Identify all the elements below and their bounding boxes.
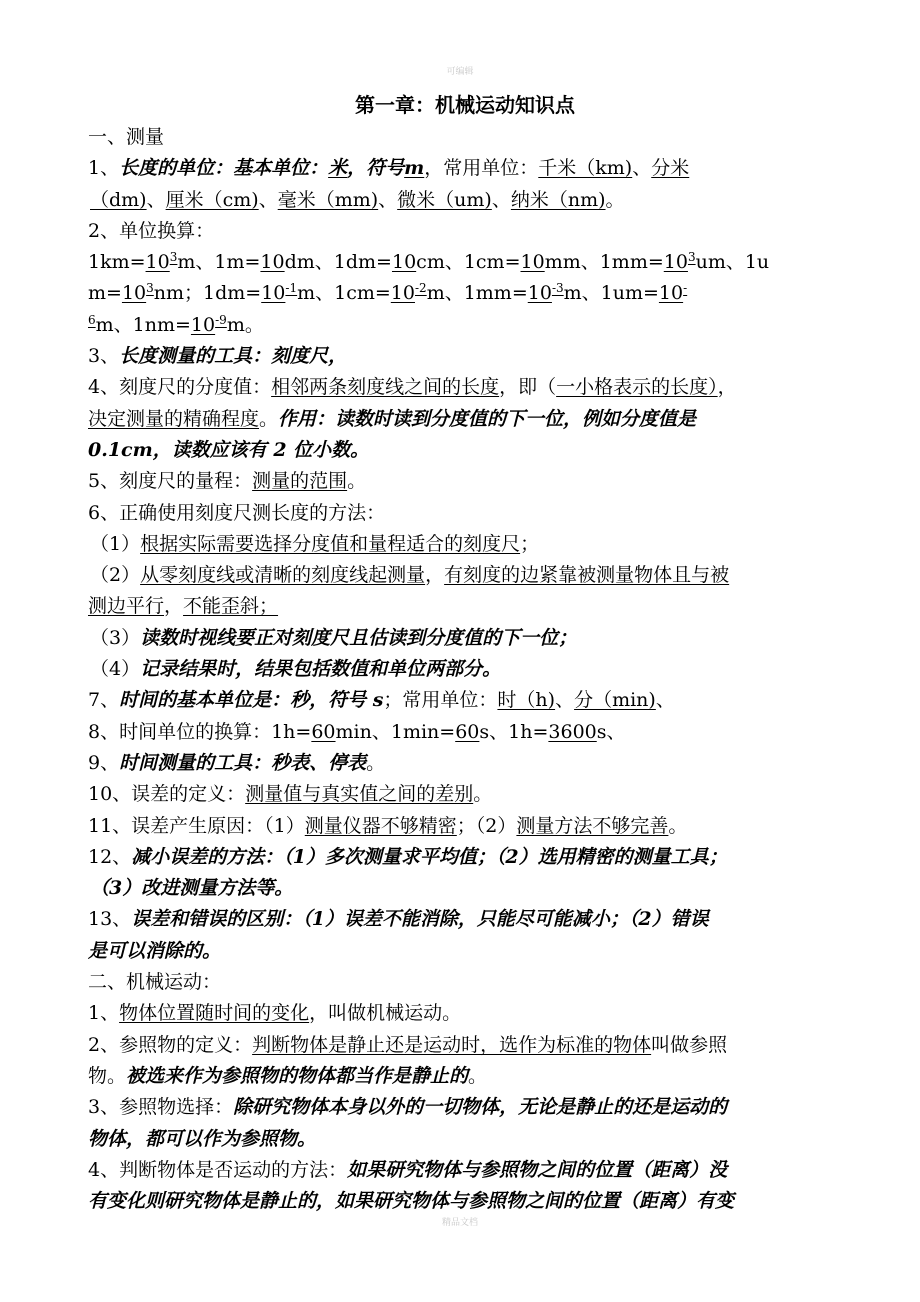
text-run: 如果研究物体与参照物之间的位置（距离）没 (347, 1158, 728, 1181)
text-run: ，符号 (347, 157, 405, 180)
text-run: 60 (311, 720, 336, 743)
text-run: （dm) (90, 188, 147, 211)
text-run: dm、1dm= (284, 251, 392, 274)
text-run: um、1u (695, 251, 770, 274)
text-run: 1km= (88, 251, 146, 274)
text-line (88, 873, 830, 904)
text-run: 从零刻度线或清晰的刻度线起测量 (140, 564, 426, 587)
text-run: 长度的单位：基本单位： (119, 157, 329, 180)
text-run: 2、单位换算： (88, 219, 215, 242)
text-run: 减小误差的方法：（1）多次测量求平均值；（2）选用精密的测量工具； (131, 845, 728, 868)
text-run: 是可以消除的。 (88, 939, 222, 962)
text-line (88, 685, 830, 716)
superscript-run: 3 (146, 281, 154, 296)
text-line (88, 654, 830, 685)
text-run: （4） (90, 658, 141, 681)
text-line (88, 529, 830, 560)
text-run: 、 (491, 188, 511, 211)
text-run: 6、正确使用刻度尺测长度的方法： (88, 501, 386, 524)
superscript-run: -1 (285, 281, 298, 296)
text-run: ， (425, 564, 445, 587)
text-run: 读数时视线要正对刻度尺且估读到分度值的下一位； (140, 626, 578, 649)
text-run: m、1mm= (426, 282, 528, 305)
text-line (88, 310, 830, 341)
text-run: 不能歪斜； (183, 595, 279, 618)
text-line (88, 1092, 830, 1123)
text-line (88, 591, 830, 622)
text-run: 有刻度的边紧靠被测量物体且与被 (444, 564, 730, 587)
text-run: m、1nm= (95, 313, 191, 336)
text-run: 相邻两条刻度线之间的长度 (271, 376, 500, 399)
text-run: 有变化则研究物体是静止的，如果研究物体与参照物之间的位置（距离）有变 (88, 1190, 735, 1213)
text-run: 8、时间单位的换算：1h= (88, 720, 312, 743)
text-run: （2） (90, 564, 141, 587)
text-run: cm、1cm= (416, 251, 521, 274)
text-line (88, 341, 830, 372)
text-run: （3） (90, 626, 141, 649)
text-run: 4、刻度尺的分度值： (88, 376, 272, 399)
text-run: ， (717, 376, 737, 399)
text-line (88, 748, 830, 779)
text-run: 判断物体是静止还是运动时，选作为标准的物体 (252, 1033, 652, 1056)
superscript-run: -9 (215, 312, 227, 327)
text-line (88, 435, 830, 466)
text-run: 3、 (88, 345, 120, 368)
text-line (88, 967, 830, 998)
text-run: 10 (261, 282, 286, 305)
text-run: ；常用单位： (383, 689, 498, 712)
text-run: 时间的基本单位是：秒，符号 s (119, 689, 384, 712)
text-run: 、 (632, 157, 652, 180)
text-run: ；（2） (456, 814, 517, 837)
text-line (88, 717, 830, 748)
text-run: 12、 (88, 845, 132, 868)
text-run: 。 (259, 407, 279, 430)
page-title: 第一章：机械运动知识点 (355, 93, 575, 117)
text-line (88, 1061, 830, 1092)
text-run: 测量方法不够完善 (516, 814, 669, 837)
document-body (88, 122, 830, 1217)
text-run: 、 (378, 188, 398, 211)
text-run: s、1h= (479, 720, 549, 743)
text-run: m= (88, 282, 122, 305)
text-line (88, 404, 830, 435)
text-line (88, 1124, 830, 1155)
text-run: 10 (190, 313, 216, 336)
text-run: s、 (596, 720, 626, 743)
text-run: m、1um= (563, 282, 659, 305)
text-run: 误差和错误的区别：（1）误差不能消除，只能尽可能减小；（2）错误 (131, 908, 709, 931)
text-run: 物体，都可以作为参照物。 (88, 1127, 317, 1150)
text-run: 、 (146, 188, 166, 211)
text-run: 时间测量的工具：秒表、停表 (119, 751, 367, 774)
text-run: 60 (455, 720, 480, 743)
text-run: 纳米（nm) (510, 188, 606, 211)
text-run: 除研究物体本身以外的一切物体，无论是静止的还是运动的 (233, 1096, 728, 1119)
text-line (88, 247, 830, 278)
text-run: 作用：读数时读到分度值的下一位，例如分度值是 (278, 407, 697, 430)
text-run: 。 (366, 751, 386, 774)
text-run: 决定测量的精确程度 (88, 407, 260, 430)
superscript-run: 6 (88, 312, 96, 327)
text-run: 微米（um) (397, 188, 492, 211)
text-run: 2、参照物的定义： (88, 1033, 253, 1056)
text-run: m。 (226, 313, 264, 336)
text-run: 物体位置随时间的变化 (119, 1002, 310, 1025)
text-line (88, 372, 830, 403)
text-run: （3）改进测量方法等。 (90, 877, 294, 900)
text-run: 10 (658, 282, 684, 305)
text-run: 4、判断物体是否运动的方法： (88, 1158, 348, 1181)
text-line (88, 623, 830, 654)
watermark-bottom: 精品文档 (441, 1218, 478, 1228)
text-line (88, 779, 830, 810)
superscript-run: 3 (687, 250, 696, 265)
text-run: 。 (668, 814, 688, 837)
text-run: nm；1dm= (153, 282, 262, 305)
text-run: 测量的范围 (252, 470, 348, 493)
text-run: 米 (328, 157, 348, 180)
text-run: 被选来作为参照物的物体都当作是静止的 (126, 1064, 469, 1087)
text-run: 分（min) (574, 689, 656, 712)
text-run: 一、测量 (88, 126, 165, 148)
text-run: 10 (520, 251, 545, 274)
text-run: 11、误差产生原因：（1） (88, 814, 305, 837)
text-run: 10 (527, 282, 552, 305)
text-line (88, 904, 830, 935)
text-line (88, 498, 830, 529)
text-run: ，叫做机械运动。 (309, 1002, 462, 1025)
text-run: 1、 (88, 157, 120, 180)
text-run: ， (164, 595, 184, 618)
text-run: mm、1mm= (544, 251, 664, 274)
superscript-run: - (683, 281, 688, 296)
text-run: 10 (390, 282, 415, 305)
text-run: 13、 (88, 908, 132, 931)
text-run: 叫做参照 (651, 1033, 728, 1056)
text-line (88, 185, 830, 216)
text-run: 千米（km) (538, 157, 633, 180)
text-run: 时（h) (497, 689, 556, 712)
text-run: 测量值与真实值之间的差别 (245, 783, 474, 806)
text-line (88, 1155, 830, 1186)
text-run: ，常用单位： (424, 157, 539, 180)
text-run: 3600 (548, 720, 597, 743)
text-run: 测量仪器不够精密 (304, 814, 457, 837)
text-run: 物。 (88, 1064, 127, 1087)
text-line (88, 936, 830, 967)
document-page (88, 88, 830, 1217)
text-run: 10 (260, 251, 285, 274)
text-run: 记录结果时，结果包括数值和单位两部分。 (140, 658, 502, 681)
superscript-run: -2 (414, 281, 427, 296)
text-line (88, 122, 830, 153)
text-run: 9、 (88, 751, 120, 774)
text-line (88, 466, 830, 497)
text-run: 3、参照物选择： (88, 1096, 234, 1119)
text-line (88, 278, 830, 309)
text-line (88, 153, 830, 184)
text-run: ； (520, 532, 540, 555)
text-line (88, 842, 830, 873)
text-run: m (404, 157, 425, 180)
text-run: 10 (145, 251, 170, 274)
text-run: 一小格表示的长度） (556, 376, 718, 399)
text-run: 。 (605, 188, 625, 211)
text-line (88, 1186, 830, 1217)
text-line (88, 1030, 830, 1061)
text-run: min、1min= (335, 720, 456, 743)
text-run: 厘米（cm) (165, 188, 259, 211)
text-run: （1） (90, 532, 141, 555)
text-run: ，即（ (499, 376, 557, 399)
text-run: 10 (391, 251, 417, 274)
text-run: 测边平行 (88, 595, 165, 618)
text-line (88, 811, 830, 842)
text-run: 10 (121, 282, 147, 305)
text-run: 。 (473, 783, 493, 806)
text-run: 5、刻度尺的量程： (88, 470, 253, 493)
superscript-run: 3 (169, 250, 178, 265)
text-run: 。 (468, 1064, 488, 1087)
text-run: 0.1cm，读数应该有 2 位小数。 (88, 438, 370, 461)
text-run: 分米 (651, 157, 690, 180)
text-run: 、 (555, 689, 575, 712)
text-line (88, 216, 830, 247)
text-run: m、1cm= (297, 282, 391, 305)
text-run: 、 (258, 188, 278, 211)
text-run: 长度测量的工具：刻度尺， (119, 345, 348, 368)
text-run: 二、机械运动： (88, 971, 222, 994)
text-run: m、1m= (177, 251, 261, 274)
superscript-run: -3 (551, 281, 564, 296)
text-run: 、 (655, 689, 675, 712)
text-run: 10 (663, 251, 688, 274)
text-run: 根据实际需要选择分度值和量程适合的刻度尺 (140, 532, 521, 555)
text-run: 毫米（mm) (277, 188, 379, 211)
text-line (88, 560, 830, 591)
text-run: 10、误差的定义： (88, 783, 246, 806)
text-line (88, 998, 830, 1029)
text-run: 。 (347, 470, 367, 493)
text-run: 7、 (88, 689, 120, 712)
text-run: 1、 (88, 1002, 120, 1025)
watermark-top: 可编辑 (446, 67, 474, 77)
